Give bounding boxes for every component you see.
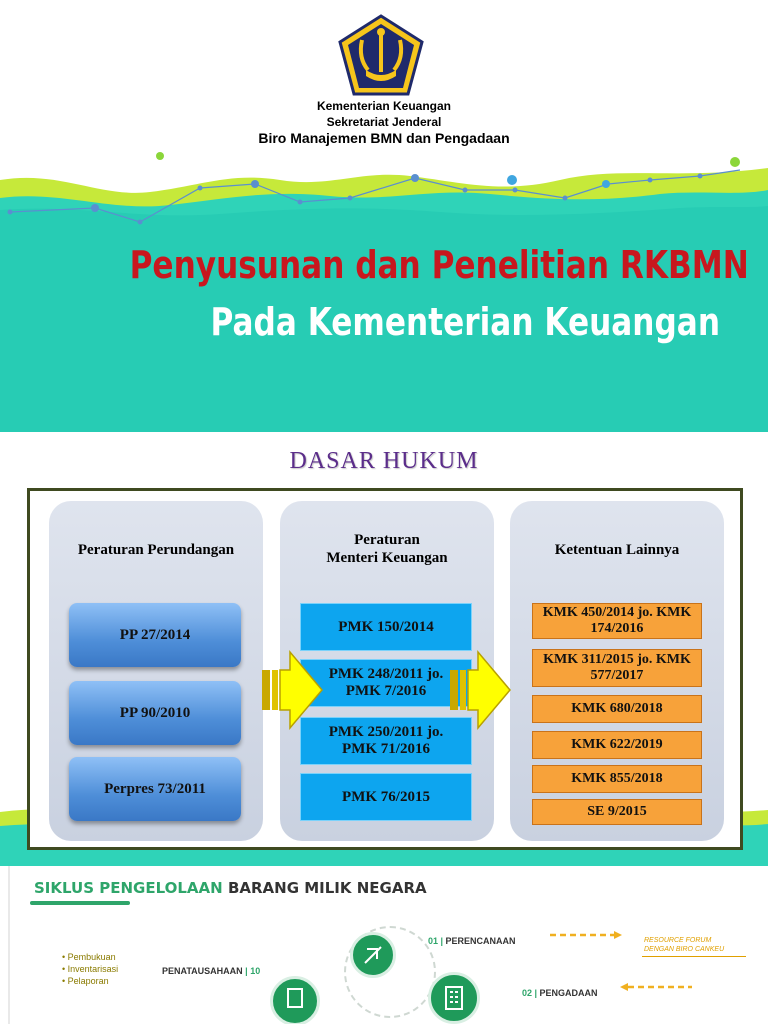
arrow-right-icon: [260, 648, 324, 732]
kmk-text: KMK 680/2018: [571, 701, 663, 716]
dashed-arrow-left-icon: [618, 982, 694, 992]
arrow-right-icon: [448, 648, 512, 732]
pmk-item: [300, 659, 472, 707]
dashed-arrow-right-icon: [548, 930, 624, 940]
resource-note: [644, 936, 724, 954]
pmk-text: PMK 250/2011 jo.: [328, 724, 444, 740]
kmk-text: KMK 855/2018: [571, 771, 663, 786]
stage-number: 10: [250, 966, 261, 976]
pmk-item: [300, 773, 472, 821]
regulation-item: PP 27/2014: [69, 603, 241, 667]
org-ministry: Kementerian Keuangan: [316, 99, 452, 113]
divider: [8, 866, 10, 1024]
kmk-item: [532, 695, 702, 723]
bullet-text: Pelaporan: [67, 976, 109, 986]
cycle-section: [0, 866, 768, 1024]
building-circle-icon: [428, 972, 480, 1024]
pmk-item: [300, 717, 472, 765]
bullet-item: • Pembukuan: [62, 952, 116, 962]
stage-separator: |: [242, 966, 251, 976]
column-heading-line: Menteri Keuangan: [326, 550, 448, 566]
stage-label: PENATAUSAHAAN: [162, 966, 243, 976]
kmk-text: KMK 311/2015 jo. KMK: [543, 652, 691, 667]
regulation-item: PP 90/2010: [69, 681, 241, 745]
ministry-logo: [336, 14, 426, 96]
bullet-text: Inventarisasi: [67, 964, 119, 974]
stage-penatausahaan: [162, 966, 260, 976]
records-circle-icon: [270, 976, 320, 1024]
kmk-item: [532, 603, 702, 639]
kmk-text: KMK 450/2014 jo. KMK: [542, 605, 692, 620]
pmk-text: PMK 7/2016: [345, 683, 427, 699]
bullet-item: • Pelaporan: [62, 976, 109, 986]
note-line: RESOURCE FORUM: [644, 937, 712, 944]
regulation-item: Perpres 73/2011: [69, 757, 241, 821]
header-section: [0, 0, 768, 432]
stage-perencanaan: [428, 936, 516, 946]
legal-basis-section: [0, 432, 768, 866]
note-line: DENGAN BIRO CANKEU: [644, 946, 725, 953]
bullet-text: Pembukuan: [67, 952, 116, 962]
org-bureau: Biro Manajemen BMN dan Pengadaan: [258, 130, 510, 146]
kmk-text: KMK 622/2019: [571, 737, 663, 752]
planning-circle-icon: [350, 932, 396, 978]
column-heading: Ketentuan Lainnya: [554, 542, 680, 558]
pmk-text: PMK 248/2011 jo.: [328, 666, 444, 682]
kmk-item: [532, 649, 702, 687]
column-regulations: [49, 501, 263, 841]
stage-pengadaan: [522, 988, 598, 998]
stage-separator: |: [532, 988, 540, 998]
bullet-item: • Inventarisasi: [62, 964, 119, 974]
title-line-1: Penyusunan dan Penelitian RKBMN: [129, 243, 749, 287]
cycle-title-dark: BARANG MILIK NEGARA: [227, 879, 427, 897]
stage-label: PERENCANAAN: [445, 936, 516, 946]
title-underline: [30, 901, 130, 905]
pmk-text: PMK 150/2014: [338, 618, 434, 635]
stage-number: 01: [428, 936, 439, 946]
note-underline: [642, 956, 746, 957]
kmk-text: 174/2016: [590, 621, 644, 636]
wave-banner: [0, 150, 768, 432]
kmk-item: [532, 765, 702, 793]
stage-label: PENGADAAN: [539, 988, 598, 998]
pmk-text: PMK 76/2015: [342, 788, 430, 805]
column-heading: Peraturan Perundangan: [77, 542, 235, 558]
org-secretariat: Sekretariat Jenderal: [326, 115, 442, 129]
pmk-item: [300, 603, 472, 651]
cycle-title: [34, 879, 427, 897]
stage-separator: |: [438, 936, 446, 946]
column-other-provisions: [510, 501, 724, 841]
title-line-2: Pada Kementerian Keuangan: [210, 300, 720, 344]
legal-basis-title: DASAR HUKUM: [289, 448, 479, 474]
kmk-text: SE 9/2015: [587, 804, 647, 819]
stage-number: 02: [522, 988, 533, 998]
kmk-item: [532, 799, 702, 825]
column-heading-line: Peraturan: [354, 532, 420, 548]
pmk-text: PMK 71/2016: [342, 741, 430, 757]
kmk-item: [532, 731, 702, 759]
kmk-text: 577/2017: [590, 668, 644, 683]
column-heading: [280, 531, 494, 567]
cycle-title-green: SIKLUS PENGELOLAAN: [34, 879, 223, 897]
